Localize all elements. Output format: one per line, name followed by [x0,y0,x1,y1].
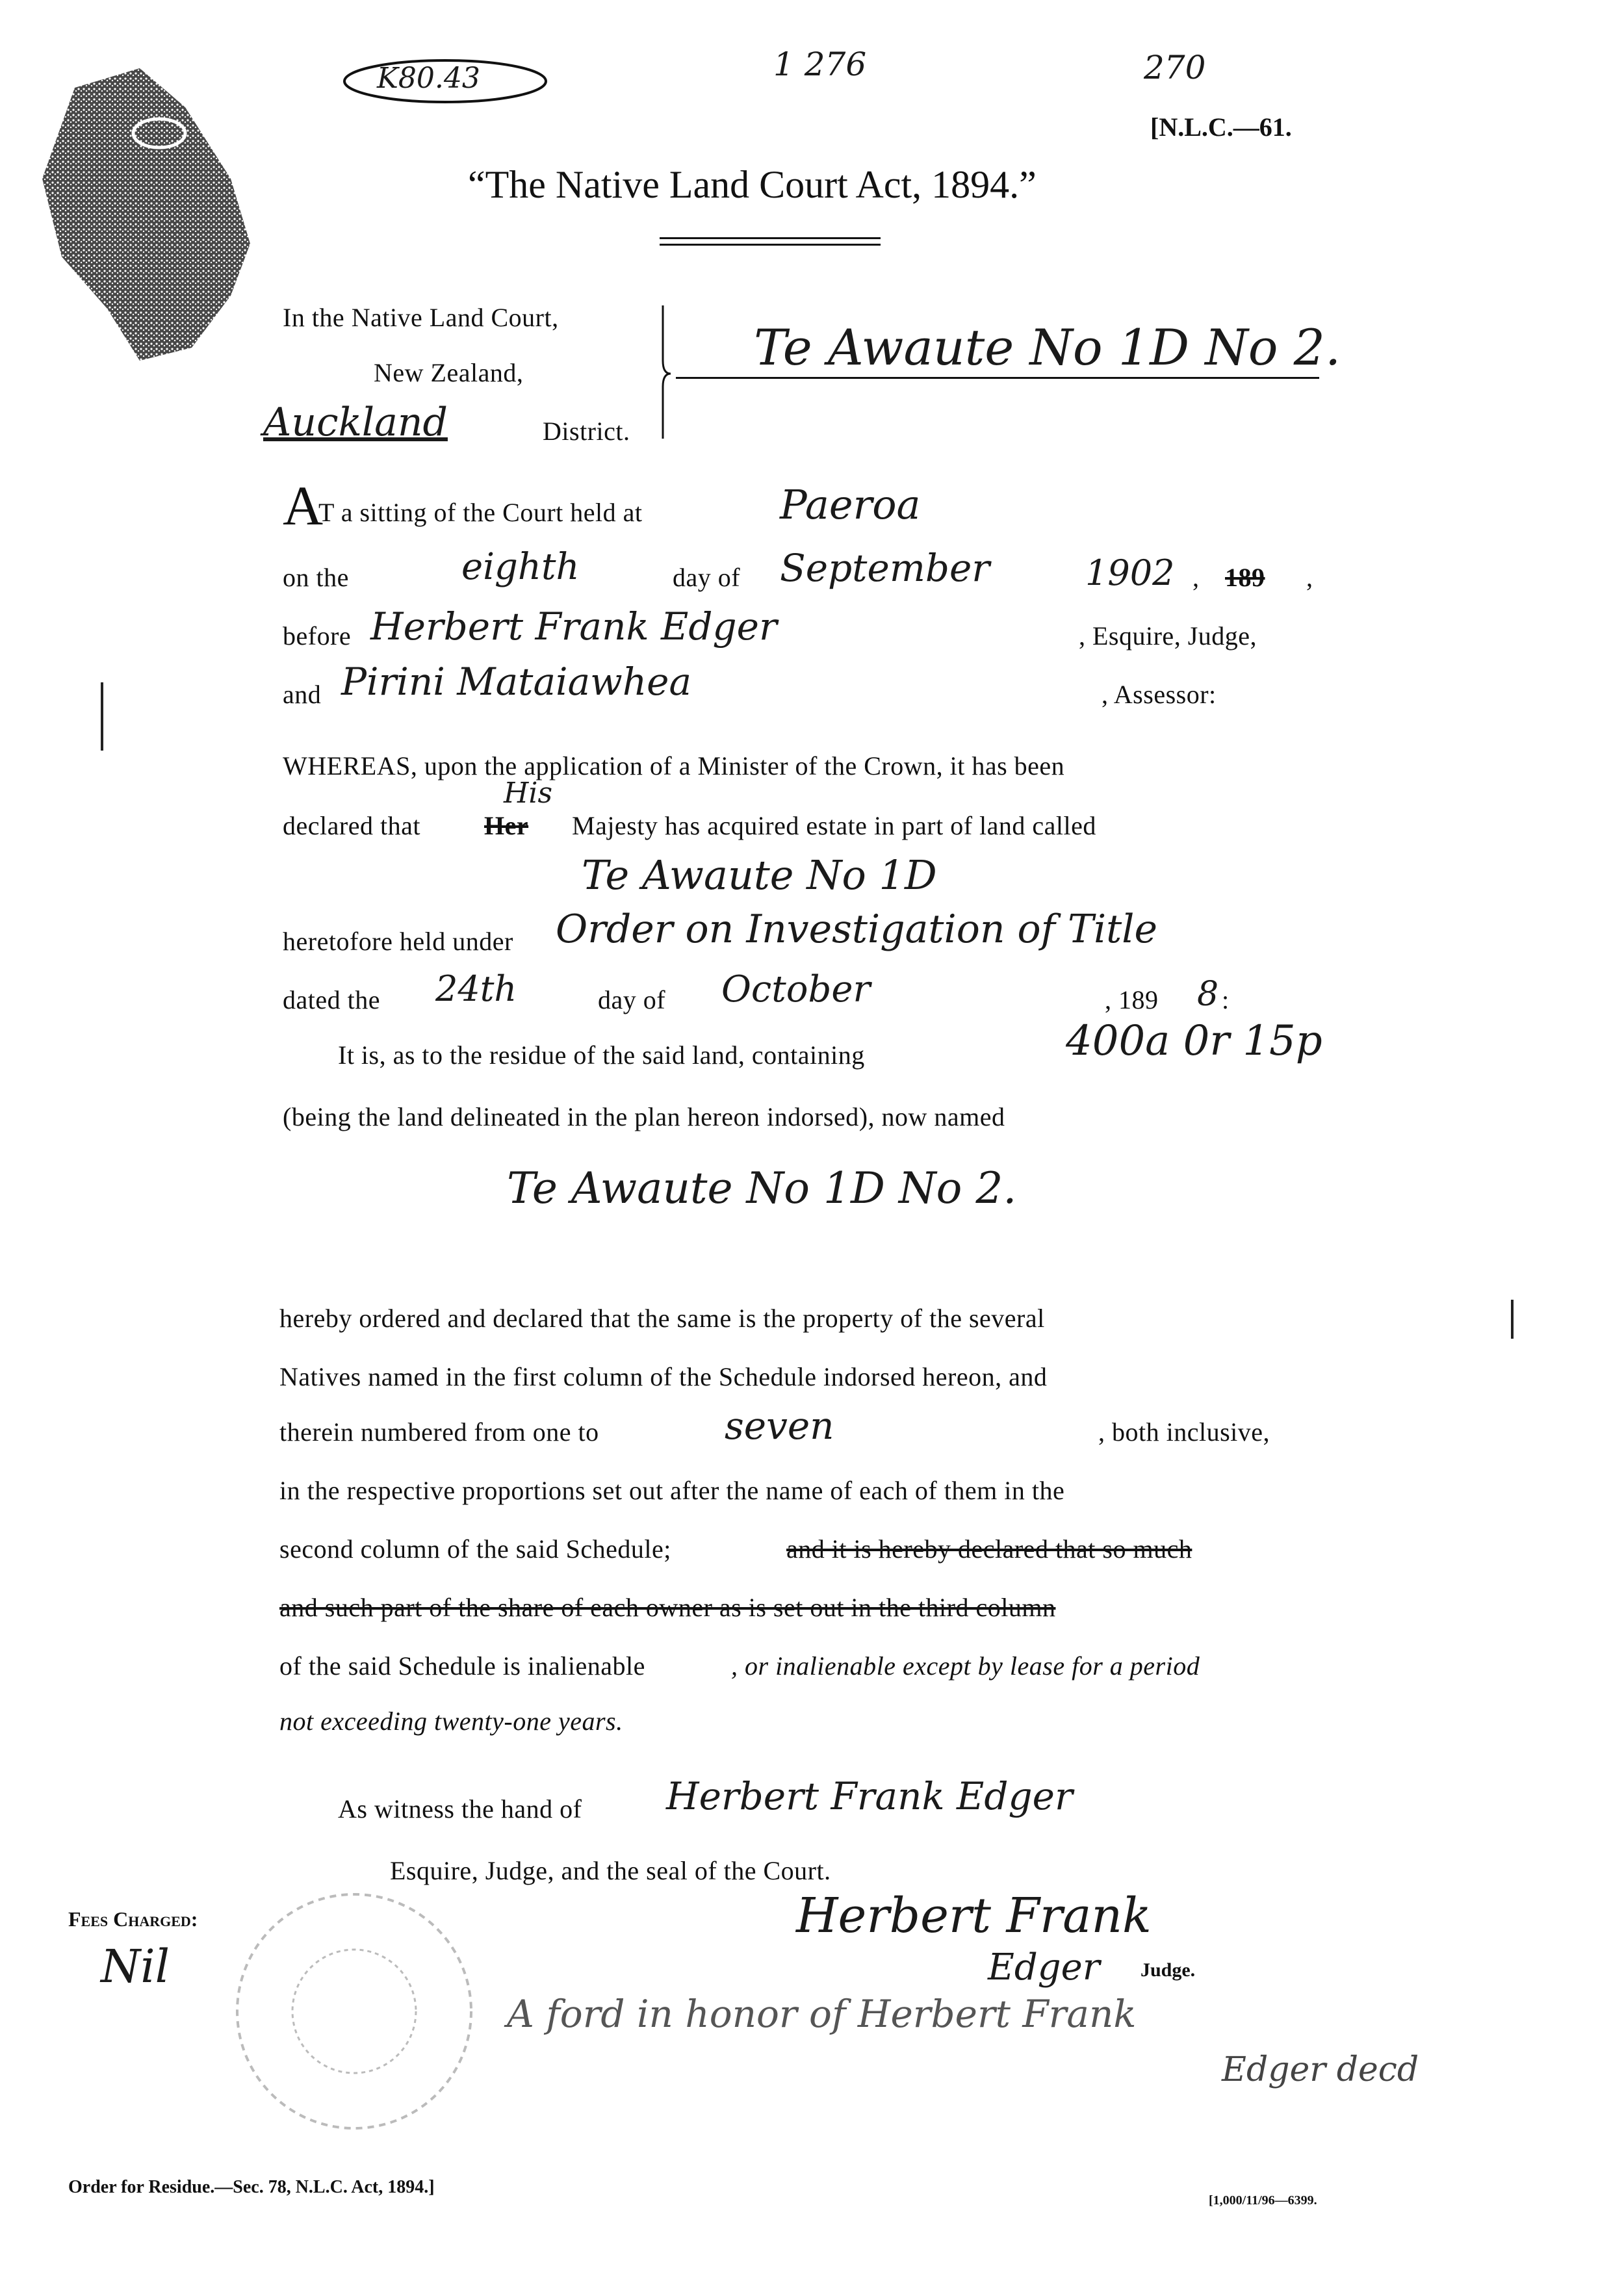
order-line-3a: therein numbered from one to [279,1417,599,1447]
dated-year-prefix: , 189 [1105,985,1159,1014]
fees-hand: Nil [101,1940,170,1993]
order-line-2: Natives named in the first column of the Schedule indorsed hereon, and [279,1362,1048,1391]
whereas-line-1: WHEREAS, upon the application of a Minister of the Crown, it has been [283,751,1065,780]
order-line-5a: second column of the said Schedule; [279,1534,671,1564]
sitting-day: eighth [461,546,580,588]
struck-year: 189 [1225,563,1265,592]
dated-colon: : [1222,985,1230,1014]
district-hand: Auckland [263,400,448,445]
order-line-8: not exceeding twenty-one years. [279,1707,623,1736]
judge-name: Herbert Frank Edger [370,604,777,649]
witness-judge-hand: Herbert Frank Edger [666,1774,1073,1818]
block-name-rule [676,377,1319,379]
struck-word: Her [484,811,529,840]
judge-label: Judge. [1141,1959,1196,1981]
owner-count: seven [725,1404,834,1448]
order-type: Order on Investigation of Title [556,907,1157,952]
ref-right-number: 270 [1144,49,1206,86]
ref-circled-number: K80.43 [377,62,480,95]
title-rule-1 [660,237,881,239]
dated-month: October [721,968,871,1011]
court-line-2: New Zealand, [374,358,524,387]
witness-line-2: Esquire, Judge, and the seal of the Court. [390,1856,831,1885]
court-seal [214,1875,494,2148]
dated-the-label: dated the [283,985,380,1014]
dated-day: 24th [435,968,517,1009]
fees-label: Fees Charged: [68,1907,198,1931]
sitting-text: T a sitting of the Court held at [318,498,643,527]
drop-cap: A [283,474,324,537]
dated-year-digit: 8 [1197,975,1219,1014]
note-hand-2: Edger decd [1222,2050,1419,2089]
order-line-6-struck: and such part of the share of each owner as is set out in the third column [279,1593,1056,1622]
witness-line-1: As witness the hand of [338,1794,582,1824]
heretofore-label: heretofore held under [283,927,513,956]
whereas-line-2b: Majesty has acquired estate in part of land called [572,811,1096,840]
sitting-year: 1902 [1085,552,1175,593]
sitting-month: September [780,546,990,590]
and-label: and [283,680,322,709]
inserted-word: His [504,777,553,810]
district-label: District. [543,417,630,446]
footer-left: Order for Residue.—Sec. 78, N.L.C. Act, 1894.] [68,2177,435,2197]
judge-signature: Herbert Frank [796,1888,1152,1944]
day-of-label: day of [673,563,741,592]
seal-stamp-scan [36,62,257,367]
day-of-label-2: day of [598,985,666,1014]
new-block-name: Te Awaute No 1D No 2. [507,1163,1017,1213]
ref-number: 1 276 [773,45,867,83]
assessor-name: Pirini Mataiawhea [341,660,692,704]
sitting-place: Paeroa [780,481,921,528]
order-line-7a: of the said Schedule is inalienable [279,1651,645,1681]
title-rule-2 [660,244,881,246]
margin-mark-right [1511,1300,1514,1339]
court-brace [650,302,676,445]
residue-area: 400a 0r 15p [1066,1017,1322,1065]
before-label: before [283,621,352,651]
page-title: “The Native Land Court Act, 1894.” [468,163,1037,206]
order-line-7b: , or inalienable except by lease for a period [731,1651,1200,1681]
order-line-3b: , both inclusive, [1098,1417,1270,1447]
court-line-1: In the Native Land Court, [283,303,559,332]
assessor-suffix: , Assessor: [1102,680,1217,709]
order-line-1: hereby ordered and declared that the same is the property of the several [279,1304,1045,1333]
margin-mark-left [101,682,103,751]
block-name: Te Awaute No 1D No 2. [754,318,1341,376]
residue-line-1: It is, as to the residue of the said land, containing [338,1040,865,1070]
residue-line-2: (being the land delineated in the plan hereon indorsed), now named [283,1102,1005,1131]
on-the-label: on the [283,563,349,592]
judge-suffix: , Esquire, Judge, [1079,621,1257,651]
form-code: [N.L.C.—61. [1150,112,1292,142]
land-name: Te Awaute No 1D [582,851,937,899]
judge-signature-2: Edger [988,1946,1100,1989]
order-line-4: in the respective proportions set out after the name of each of them in the [279,1476,1065,1505]
whereas-line-2a: declared that [283,811,420,840]
order-line-5-struck: and it is hereby declared that so much [786,1534,1192,1564]
note-hand: A ford in honor of Herbert Frank [507,1992,1137,2036]
footer-right: [1,000/11/96—6399. [1209,2193,1317,2208]
